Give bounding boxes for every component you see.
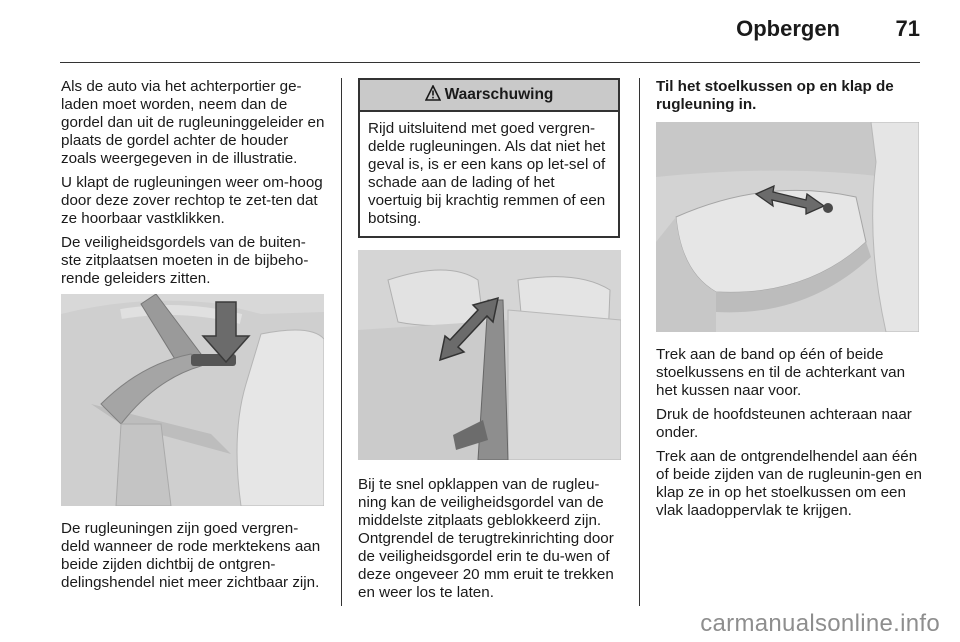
paragraph: De veiligheidsgordels van de buiten-ste zitplaatsen moeten in de bijbeho-rende geleiders zitten. xyxy=(61,234,309,287)
warning-title: Waarschuwing xyxy=(444,86,554,103)
warning-box xyxy=(358,78,620,238)
paragraph: Trek aan de band op één of beide stoelkussens en til de achterkant van het kussen naar voor. xyxy=(656,346,906,399)
watermark: carmanualsonline.info xyxy=(700,610,940,637)
column-1 xyxy=(61,78,326,598)
page-number: 71 xyxy=(895,16,920,41)
warning-text: Rijd uitsluitend met goed vergren-delde rugleuningen. Als dat niet het geval is, is er een kans op let-sel of schade aan de lading of het voertuig bij krachtig remmen of een botsing. xyxy=(368,120,606,227)
warning-header xyxy=(360,80,618,112)
warning-triangle-icon xyxy=(425,85,441,106)
paragraph: Druk de hoofdsteunen achteraan naar onder. xyxy=(656,406,912,441)
column-divider-2 xyxy=(639,78,640,606)
paragraph: De rugleuningen zijn goed vergren-deld wanneer de rode merktekens aan beide zijden dichtbij de ontgren-delingshendel niet meer zichtbaar zijn. xyxy=(61,520,321,591)
paragraph: Trek aan de ontgrendelhendel aan één of beide zijden van de rugleunin-gen en klap ze in op het stoelkussen om een vlak laadoppervlak te krijgen. xyxy=(656,448,922,519)
instruction-heading: Til het stoelkussen op en klap de rugleuning in. xyxy=(656,78,894,113)
backrest-fold-illustration xyxy=(358,250,621,460)
page-header xyxy=(0,0,960,60)
column-3 xyxy=(656,78,922,526)
warning-body xyxy=(360,112,618,236)
page-title: Opbergen xyxy=(736,16,840,41)
column-2 xyxy=(358,78,624,608)
paragraph: Als de auto via het achterportier ge-laden moet worden, neem dan de gordel dan uit de rugleuninggeleider en plaats de gordel achter de houder zoals weergegeven in de illustratie. xyxy=(61,78,325,167)
paragraph: Bij te snel opklappen van de rugleu-ning kan de veiligheidsgordel van de middelste zitplaats geblokkeerd zijn. Ontgrendel de terugtrekinrichting door de veiligheidsgordel erin te du-wen of deze ongeveer 20 mm eruit te trekken en weer los te laten. xyxy=(358,476,614,601)
column-divider-1 xyxy=(341,78,342,606)
seat-cushion-illustration xyxy=(656,122,919,332)
header-rule xyxy=(60,62,920,63)
seatbelt-holder-illustration xyxy=(61,294,324,506)
paragraph: U klapt de rugleuningen weer om-hoog door deze zover rechtop te zet-ten dat ze hoorbaar vastklikken. xyxy=(61,174,323,227)
